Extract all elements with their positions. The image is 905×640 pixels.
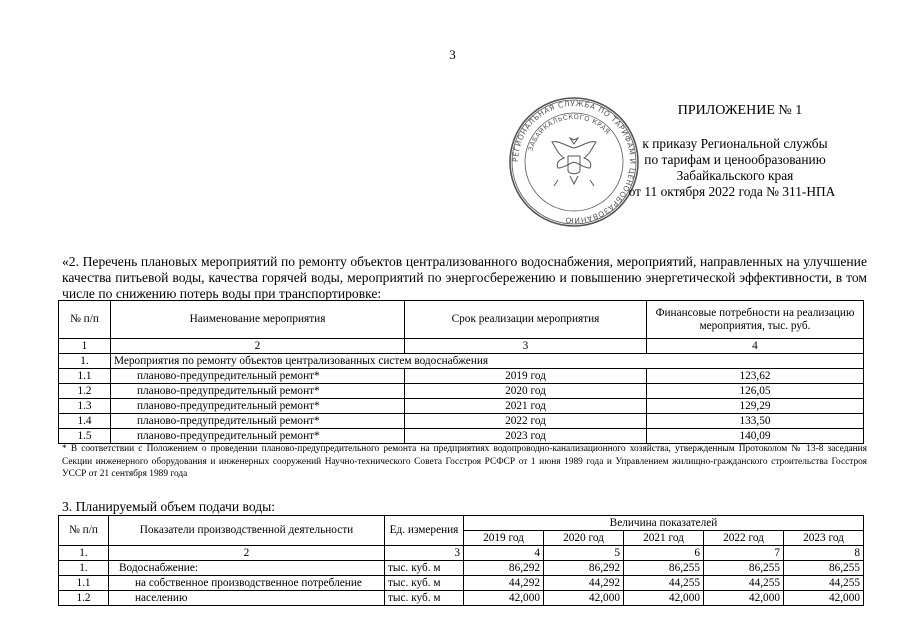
group-row	[59, 354, 864, 369]
table-row	[59, 414, 864, 429]
row-term: 2020 год	[405, 384, 647, 399]
table-row	[59, 369, 864, 384]
row-value: 86,292	[544, 561, 624, 576]
row-name: планово-предупредительный ремонт*	[111, 429, 405, 444]
row-term: 2023 год	[405, 429, 647, 444]
row-num: 1.2	[59, 591, 109, 606]
row-num: 1.1	[59, 576, 109, 591]
row-value: 44,255	[704, 576, 784, 591]
row-value: 86,255	[704, 561, 784, 576]
col-header-year: 2020 год	[544, 531, 624, 546]
col-header-term: Срок реализации мероприятия	[405, 301, 647, 339]
col-header-cost: Финансовые потребности на реализацию мероприятия, тыс. руб.	[647, 301, 864, 339]
row-num: 1.4	[59, 414, 111, 429]
row-name: планово-предупредительный ремонт*	[111, 414, 405, 429]
col-header-year: 2023 год	[784, 531, 864, 546]
row-value: 42,000	[464, 591, 544, 606]
row-unit: тыс. куб. м	[385, 576, 464, 591]
table-row	[59, 399, 864, 414]
table-row	[59, 384, 864, 399]
row-term: 2019 год	[405, 369, 647, 384]
appendix-title: ПРИЛОЖЕНИЕ № 1	[677, 103, 803, 118]
row-value: 44,255	[784, 576, 864, 591]
row-value: 42,000	[784, 591, 864, 606]
row-term: 2021 год	[405, 399, 647, 414]
row-name: Водоснабжение:	[109, 561, 385, 576]
row-value: 44,292	[544, 576, 624, 591]
row-name: планово-предупредительный ремонт*	[111, 369, 405, 384]
appendix-line-3: Забайкальского края	[676, 168, 794, 183]
row-value: 86,292	[464, 561, 544, 576]
row-num: 1.1	[59, 369, 111, 384]
row-num: 1.5	[59, 429, 111, 444]
seal-outer-text: РЕГИОНАЛЬНАЯ СЛУЖБА ПО ТАРИФАМ И ЦЕНООБРАЗОВАНИЮ	[510, 98, 638, 226]
col-header-values: Величина показателей	[464, 516, 864, 531]
row-cost: 140,09	[647, 429, 864, 444]
row-name: на собственное производственное потребление	[109, 576, 385, 591]
seal-inner-text: ЗАБАЙКАЛЬСКОГО КРАЯ	[526, 112, 612, 152]
column-numbers-row	[59, 546, 864, 561]
col-header-year: 2019 год	[464, 531, 544, 546]
row-value: 42,000	[544, 591, 624, 606]
row-value: 42,000	[704, 591, 784, 606]
table-row	[59, 576, 864, 591]
col-header-year: 2021 год	[624, 531, 704, 546]
table-header-row	[59, 301, 864, 339]
row-cost: 126,05	[647, 384, 864, 399]
row-unit: тыс. куб. м	[385, 591, 464, 606]
row-value: 86,255	[624, 561, 704, 576]
appendix-line-2: по тарифам и ценообразованию	[644, 152, 826, 167]
group-num: 1.	[59, 354, 111, 369]
col-number: 3	[385, 546, 464, 561]
column-numbers-row	[59, 339, 864, 354]
row-cost: 129,29	[647, 399, 864, 414]
col-number: 5	[544, 546, 624, 561]
col-number: 1	[59, 339, 111, 354]
coat-of-arms-icon	[552, 138, 596, 186]
water-supply-table	[58, 515, 864, 606]
col-header-num: № п/п	[59, 301, 111, 339]
col-number: 3	[405, 339, 647, 354]
row-name: населению	[109, 591, 385, 606]
footnote: * В соответствии с Положением о проведении планово-предупредительного ремонта на предприятиях водопроводно-канализационного хозяйства, утвержденным Протоколом № 13-8 заседания Секции инженерного оборудования и инженерных сооружений Научно-технического Совета Госстроя РСФСР от 1 июня 1989 года и Управлением жилищно-гражданского строительства Госстроя УССР от 21 сентября 1989 года	[62, 444, 867, 480]
row-value: 44,292	[464, 576, 544, 591]
appendix-line-4: от 11 октября 2022 года № 311-НПА	[628, 184, 836, 199]
row-num: 1.2	[59, 384, 111, 399]
col-header-indicator: Показатели производственной деятельности	[109, 516, 385, 546]
row-num: 1.3	[59, 399, 111, 414]
row-name: планово-предупредительный ремонт*	[111, 384, 405, 399]
row-value: 86,255	[784, 561, 864, 576]
row-unit: тыс. куб. м	[385, 561, 464, 576]
row-value: 44,255	[624, 576, 704, 591]
row-term: 2022 год	[405, 414, 647, 429]
section-2-heading: «2. Перечень плановых мероприятий по ремонту объектов централизованного водоснабжения, мероприятий, направленных на улучшение качества питьевой воды, качества горячей воды, мероприятий по энергосбережению и повышению энергетической эффективности, в том числе по снижению потерь воды при транспортировке:	[62, 254, 867, 301]
group-name: Мероприятия по ремонту объектов централизованных систем водоснабжения	[111, 354, 864, 369]
row-cost: 123,62	[647, 369, 864, 384]
table-header-row	[59, 516, 864, 531]
table-row	[59, 561, 864, 576]
col-header-year: 2022 год	[704, 531, 784, 546]
table-row	[59, 429, 864, 444]
col-number: 8	[784, 546, 864, 561]
section-3-heading: 3. Планируемый объем подачи воды:	[62, 499, 276, 514]
table-row	[59, 591, 864, 606]
col-header-num: № п/п	[59, 516, 109, 546]
row-num: 1.	[59, 561, 109, 576]
repair-measures-table	[58, 300, 864, 444]
col-header-name: Наименование мероприятия	[111, 301, 405, 339]
col-number: 2	[111, 339, 405, 354]
col-number: 2	[109, 546, 385, 561]
col-number: 4	[464, 546, 544, 561]
col-number: 7	[704, 546, 784, 561]
page-number: 3	[449, 47, 456, 62]
appendix-line-1: к приказу Региональной службы	[642, 136, 828, 151]
col-number: 1.	[59, 546, 109, 561]
col-number: 4	[647, 339, 864, 354]
row-name: планово-предупредительный ремонт*	[111, 399, 405, 414]
row-cost: 133,50	[647, 414, 864, 429]
row-value: 42,000	[624, 591, 704, 606]
col-number: 6	[624, 546, 704, 561]
col-header-unit: Ед. измерения	[385, 516, 464, 546]
